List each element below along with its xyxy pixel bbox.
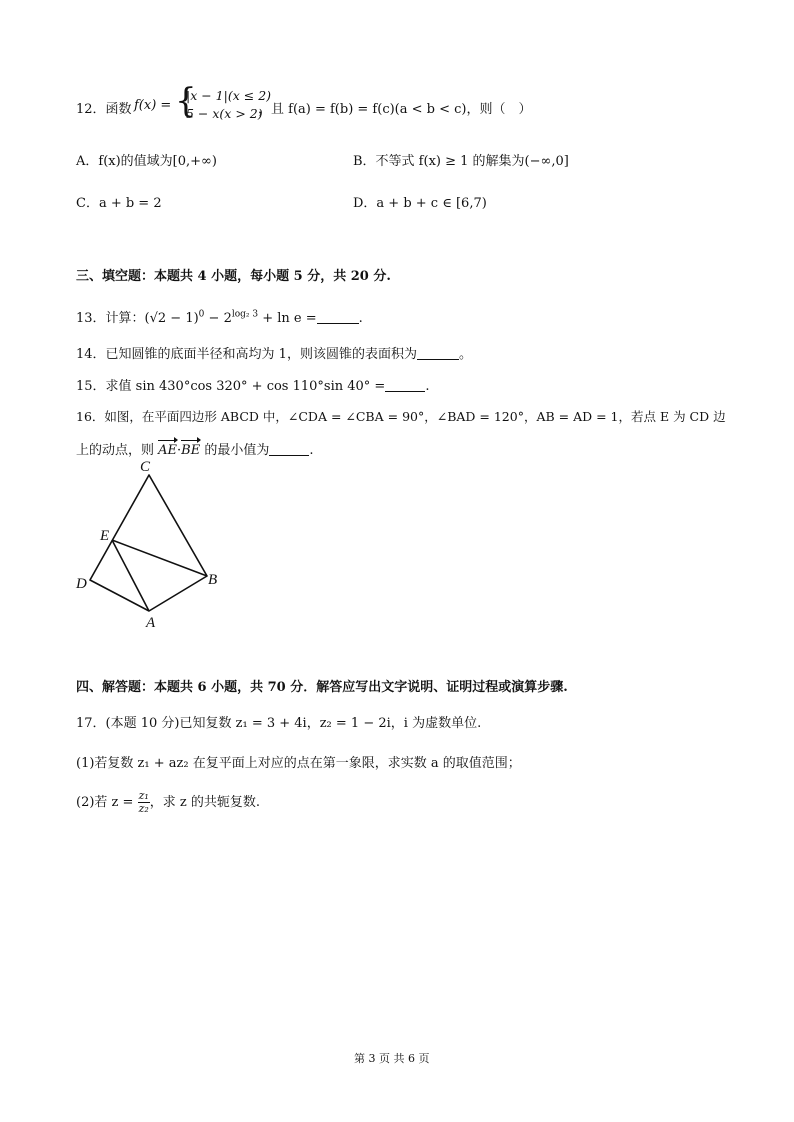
q16-line2-pre: 上的动点，则 — [76, 443, 159, 458]
fraction-denominator: z₂ — [138, 802, 149, 815]
q14 — [76, 343, 472, 362]
q12-function-name: f(x) = — [134, 98, 172, 113]
q12-case-2: 5 − x(x > 2) — [186, 106, 263, 121]
q12-condition: ，且 f(a) = f(b) = f(c)(a < b < c)，则（ ） — [258, 102, 532, 117]
q16-line2-post: 的最小值为 — [200, 443, 270, 458]
segment-ea — [112, 540, 149, 611]
label-c: C — [140, 459, 151, 475]
label-d: D — [76, 576, 87, 592]
q15-text: 15．求值 sin 430°cos 320° + cos 110°sin 40° = — [76, 379, 386, 394]
q17-part-1: (1)若复数 z₁ + az₂ 在复平面上对应的点在第一象限，求实数 a 的取值范围； — [76, 756, 521, 771]
label-b: B — [208, 572, 218, 588]
q13-sup-log: log₂ 3 — [231, 309, 259, 320]
q13-end: . — [358, 311, 363, 326]
section-3-title: 三、填空题：本题共 4 小题，每小题 5 分，共 20 分. — [76, 269, 391, 284]
q12-option-c: C．a + b = 2 — [76, 196, 162, 211]
q17-stem: 17．(本题 10 分)已知复数 z₁ = 3 + 4i，z₂ = 1 − 2i，i 为虚数单位. — [76, 716, 482, 731]
label-a: A — [146, 615, 156, 631]
q12-option-b: B．不等式 f(x) ≥ 1 的解集为(−∞,0] — [353, 154, 569, 169]
q16-line-1: 16．如图，在平面四边形 ABCD 中，∠CDA = ∠CBA = 90°，∠BAD = 120°，AB = AD = 1，若点 E 为 CD 边 — [76, 409, 726, 424]
q14-answer-blank[interactable] — [417, 347, 459, 360]
q12-number: 12．函数 — [76, 102, 132, 117]
vector-ae: AE — [158, 443, 178, 458]
q12-option-d: D．a + b + c ∈ [6,7) — [353, 196, 487, 211]
q12-case-1: |x − 1|(x ≤ 2) — [186, 88, 272, 103]
page-footer: 第 3 页 共 6 页 — [354, 1052, 430, 1065]
q13-sup-zero: 0 — [198, 309, 205, 320]
q16-dot: · — [177, 443, 182, 458]
q13-mid: − 2 — [204, 311, 232, 326]
q13 — [76, 307, 363, 326]
section-4-title: 四、解答题：本题共 6 小题，共 70 分．解答应写出文字说明、证明过程或演算步骤. — [76, 680, 568, 695]
q13-pre: 13．计算：(√2 − 1) — [76, 311, 199, 326]
q14-text: 14．已知圆锥的底面半径和高均为 1，则该圆锥的表面积为 — [76, 347, 417, 362]
segment-eb — [112, 540, 207, 576]
q16-answer-blank[interactable] — [269, 443, 309, 456]
q17-part2-post: ，求 z 的共轭复数. — [149, 795, 261, 810]
q12-brace: { — [175, 81, 197, 121]
q14-end: 。 — [458, 347, 472, 362]
q12-option-a: A．f(x)的值域为[0,+∞) — [76, 154, 217, 169]
q15-answer-blank[interactable] — [385, 379, 425, 392]
q15-end: . — [425, 379, 430, 394]
q13-answer-blank[interactable] — [317, 311, 359, 324]
q13-post: + ln e = — [258, 311, 317, 326]
q17-fraction — [138, 790, 150, 815]
q16-quadrilateral-figure — [70, 455, 230, 635]
vector-be: BE — [181, 443, 201, 458]
q15 — [76, 375, 429, 394]
q17-part2-pre: (2)若 z = — [76, 795, 134, 810]
label-e: E — [100, 528, 110, 544]
q16-end: . — [309, 443, 314, 458]
fraction-numerator: z₁ — [138, 789, 149, 802]
q17-part-2 — [76, 790, 260, 815]
